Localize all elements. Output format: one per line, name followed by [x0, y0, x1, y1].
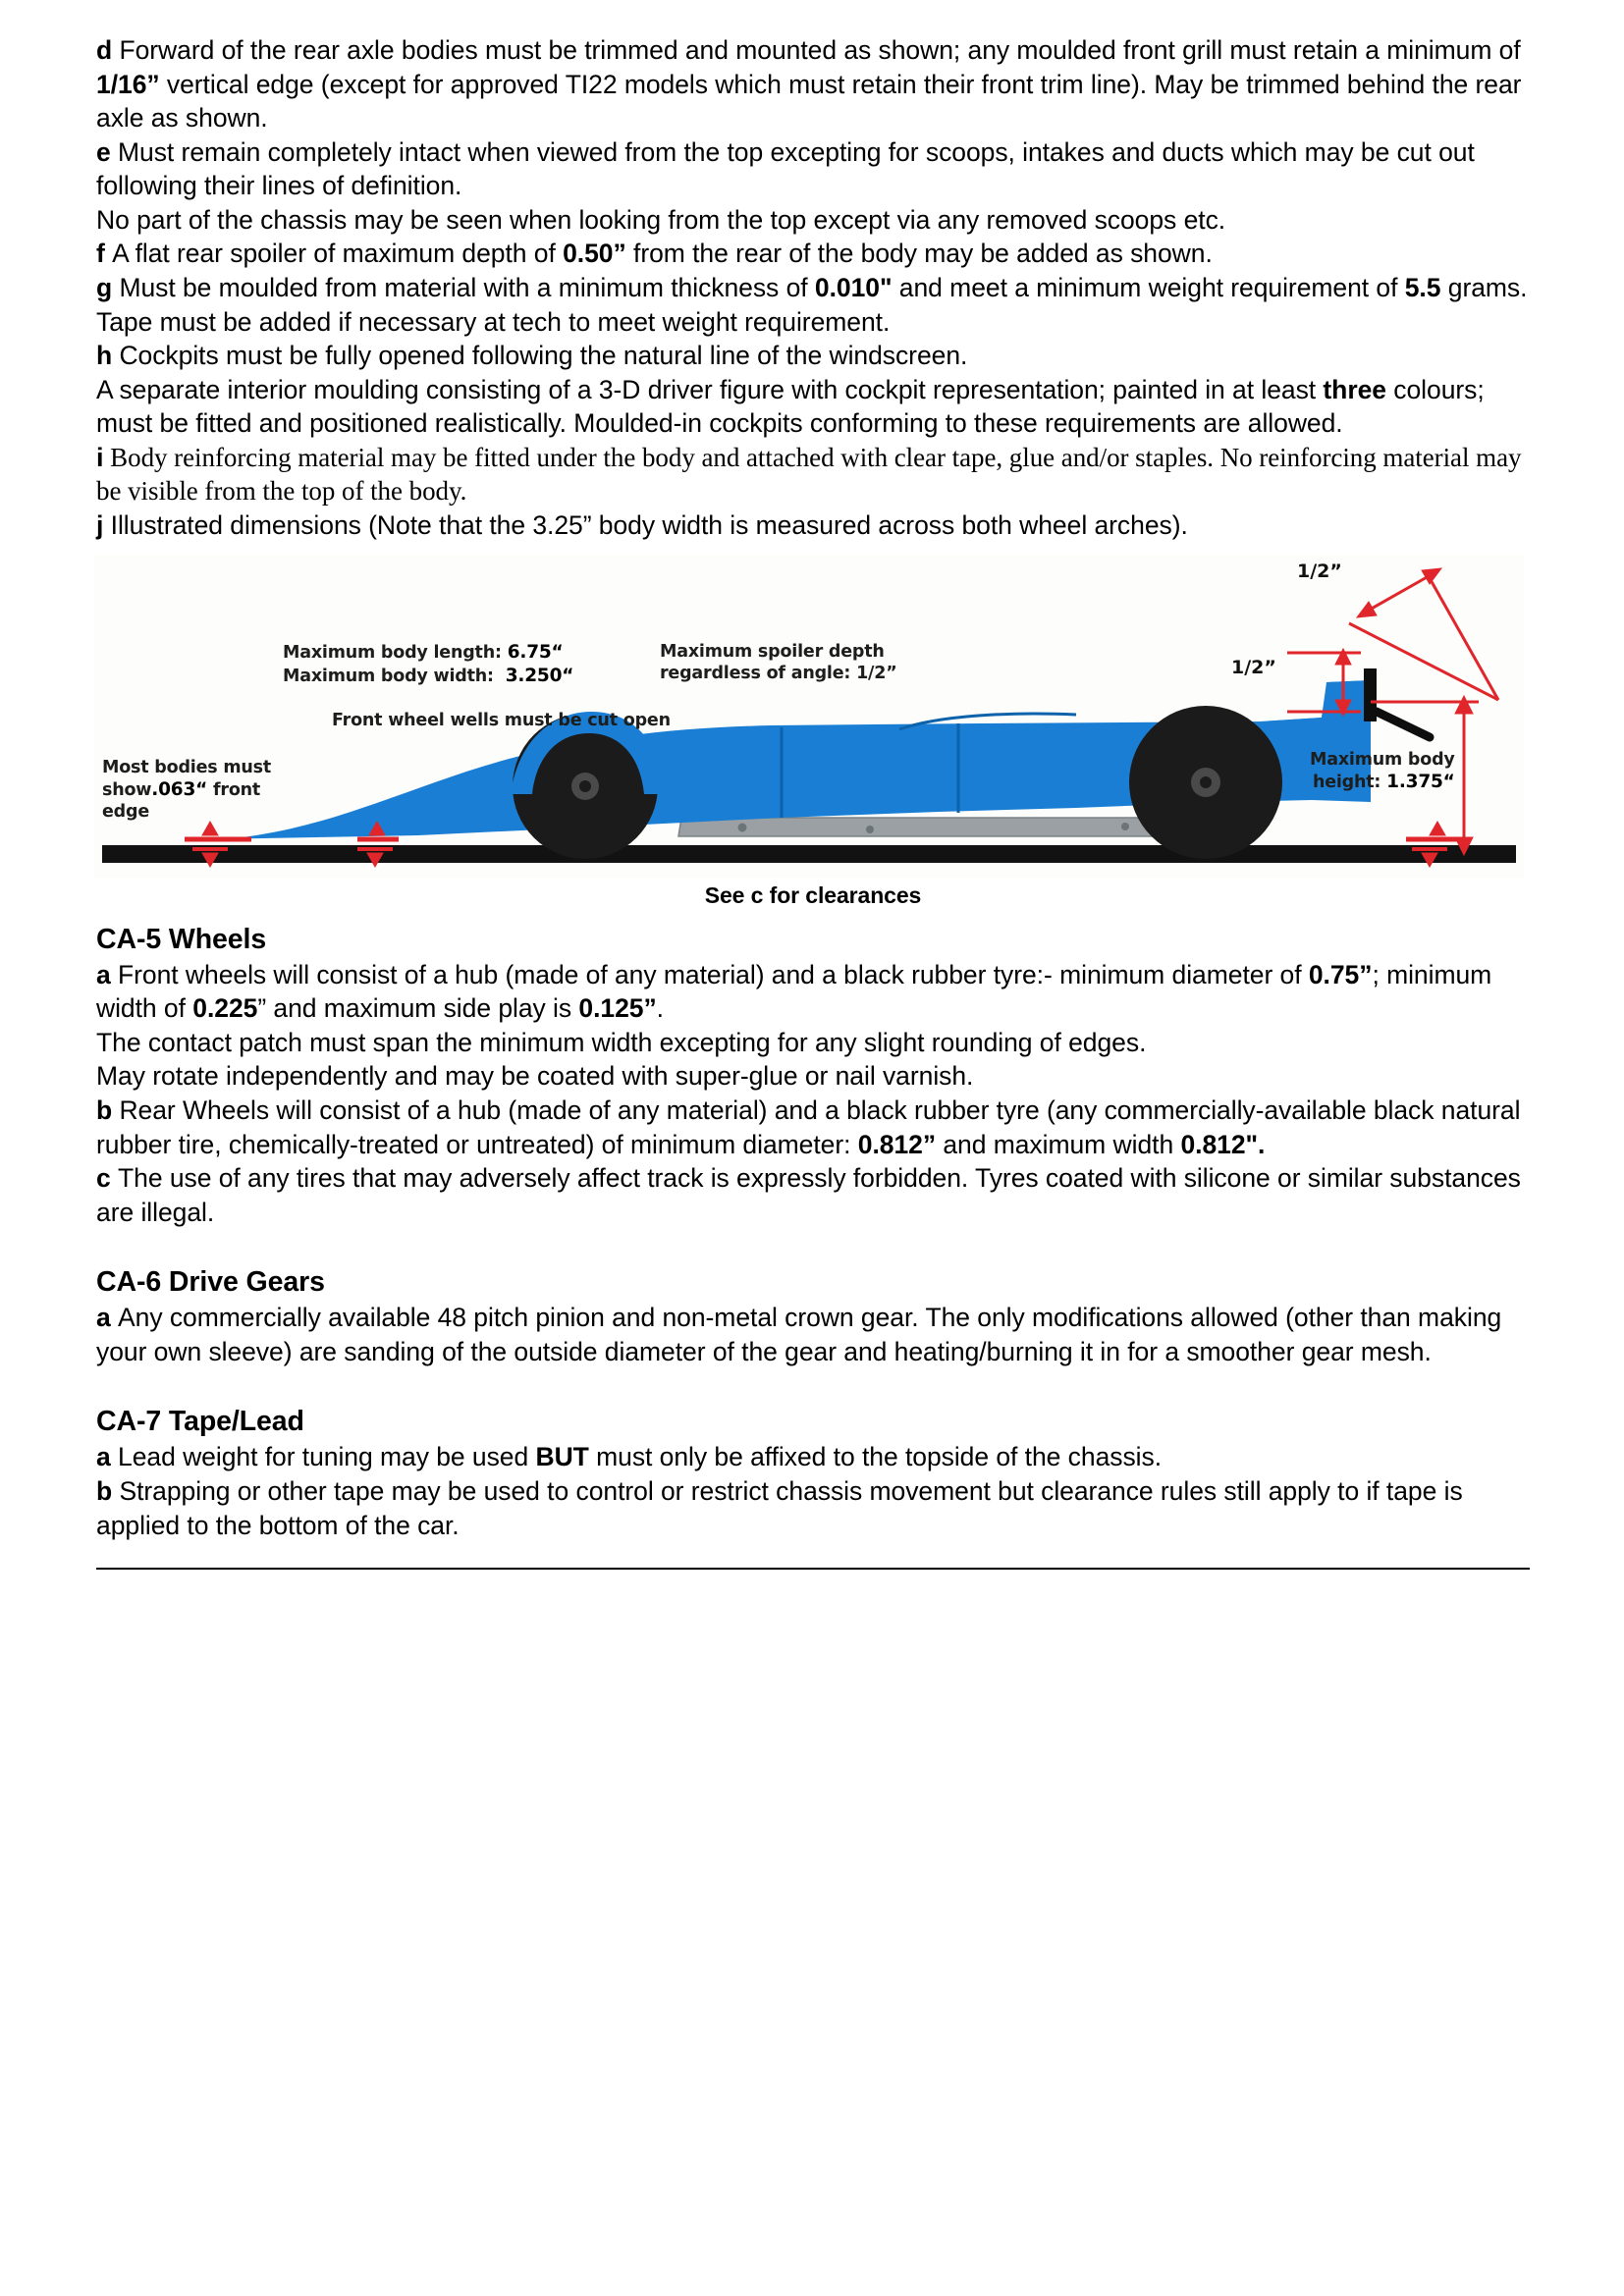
rule-item-2 — [96, 203, 1530, 238]
section-ca7-item-text: BUT — [535, 1442, 589, 1472]
section-body-ca5 — [96, 958, 1530, 1230]
bottom-divider — [96, 1568, 1530, 1570]
section-ca5-item-2 — [96, 1059, 1530, 1094]
rule-item-label: h — [96, 341, 120, 371]
rule-item-f — [96, 237, 1530, 271]
section-ca7-item-text: Strapping or other tape may be used to control or restrict chassis movement but clearance rules still apply to if tape is applied to the bottom of the car. — [96, 1475, 1463, 1540]
section-ca7-item-b — [96, 1474, 1530, 1542]
section-ca5-item-text: 0.75” — [1308, 959, 1373, 989]
track-surface — [102, 845, 1516, 863]
section-ca5-item-1 — [96, 1026, 1530, 1060]
label-front-wheel-wells-text: Front wheel wells must be cut open — [332, 710, 671, 730]
section-ca5-item-text: 0.812". — [1180, 1129, 1266, 1159]
body-rules-block — [96, 33, 1530, 543]
label-max-body-height-text: height: — [1312, 772, 1381, 792]
rule-item-text: Must remain completely intact when viewed from the top excepting for scoops, intakes and ducts which may be cut out following their lines of definition. — [96, 136, 1475, 201]
front-hub-centre — [579, 780, 591, 792]
section-ca6-item-label: a — [96, 1303, 119, 1333]
arrow-head — [1430, 822, 1445, 835]
rule-i-text: Body reinforcing material may be fitted under the body and attached with clear tape, glue and/or staples. No reinforcing material may be visible from the top of the body. — [96, 442, 1522, 507]
label-most-bodies — [102, 757, 271, 823]
section-ca5-item-text: Front wheels will consist of a hub (made of any material) and a black rubber tyre:- minimum diameter of — [118, 959, 1309, 989]
section-ca5-item-text: ; minimum width of — [96, 959, 1492, 1024]
section-spacer — [96, 909, 1530, 924]
section-ca7-item-label: b — [96, 1475, 120, 1506]
figure-caption: See c for clearances — [704, 881, 922, 908]
label-spoiler-depth — [660, 641, 897, 684]
section-spacer — [96, 1368, 1530, 1406]
section-ca7-item-text: must only be affixed to the topside of the chassis. — [588, 1442, 1163, 1472]
section-heading-ca7: CA-7 Tape/Lead — [96, 1406, 304, 1438]
section-ca6-item-a — [96, 1301, 1530, 1368]
section-body-ca6 — [96, 1301, 1530, 1368]
rule-i-label: i — [96, 442, 104, 472]
label-most-bodies-line1: Most bodies must — [102, 757, 272, 777]
rule-item-text: vertical edge (except for approved TI22 models which must retain their front trim line). May be trimmed behind the rear axle as shown. — [96, 69, 1522, 133]
rule-item-text: Cockpits must be fully opened following the natural line of the windscreen. — [119, 341, 968, 371]
rear-spoiler-area — [1259, 680, 1371, 721]
section-ca7-item-text: Lead weight for tuning may be used — [118, 1442, 536, 1472]
rear-hub-centre — [1200, 776, 1212, 788]
label-most-bodies-value: .063“ — [151, 778, 208, 800]
rule-item-h — [96, 339, 1530, 373]
rule-item-text: No part of the chassis may be seen when looking from the top except via any removed scoops etc. — [96, 204, 1226, 235]
section-ca6-item-text: Any commercially available 48 pitch pinion and non-metal crown gear. The only modifications allowed (other than making your own sleeve) are sanding of the outside diameter of the gear and heating/burning it in for a smoother gear mesh. — [96, 1303, 1502, 1366]
label-spoiler-depth-line1: Maximum spoiler depth — [660, 641, 885, 662]
section-ca5-item-text: and maximum width — [936, 1129, 1181, 1159]
label-dim-half-top: 1/2” — [1297, 560, 1342, 582]
rule-item-g — [96, 271, 1530, 339]
diagram-svg — [94, 555, 1524, 879]
rule-sections — [96, 909, 1530, 1543]
chassis-rivet — [738, 823, 747, 831]
section-ca5-item-text: 0.125” — [578, 993, 657, 1024]
rule-j-label: j — [96, 510, 104, 541]
label-max-body-height-value: 1.375“ — [1386, 771, 1455, 792]
rule-item-text: Forward of the rear axle bodies must be trimmed and mounted as shown; any moulded front grill must retain a minimum of — [119, 35, 1521, 65]
rule-item-text: 5.5 — [1404, 273, 1441, 303]
rule-item-text: colours; must be fitted and positioned realistically. Moulded-in cockpits conforming to these requirements are allowed. — [96, 374, 1485, 439]
section-ca5-item-text: May rotate independently and may be coated with super-glue or nail varnish. — [96, 1061, 974, 1092]
dim-line-spoiler-angle — [1363, 572, 1435, 614]
label-max-body-height-line2 — [1310, 771, 1455, 793]
section-ca5-item-text: ” and maximum side play is — [257, 993, 579, 1024]
label-most-bodies-line2 — [102, 778, 271, 801]
label-max-body-length — [283, 641, 564, 664]
rule-item-text: Must be moulded from material with a minimum thickness of — [119, 273, 815, 303]
rule-item-6 — [96, 373, 1530, 441]
section-ca7-item-label: a — [96, 1442, 119, 1472]
label-max-body-width — [283, 665, 573, 687]
rule-item-text: three — [1323, 374, 1386, 404]
section-ca5-item-text: . — [656, 993, 664, 1024]
section-spacer — [96, 1229, 1530, 1266]
section-ca5-item-c — [96, 1161, 1530, 1229]
label-max-body-height — [1310, 749, 1455, 793]
section-ca5-item-a — [96, 958, 1530, 1026]
label-most-bodies-front: front — [212, 779, 261, 800]
section-ca5-item-label: a — [96, 959, 119, 989]
chassis-rivet — [866, 826, 874, 833]
label-most-bodies-line3: edge — [102, 801, 149, 822]
slot-car-dimension-diagram — [94, 555, 1524, 879]
label-spoiler-depth-line2: regardless of angle: 1/2” — [660, 663, 897, 683]
chassis-rivet — [1121, 823, 1129, 830]
label-max-body-width-text: Maximum body width: — [283, 666, 494, 686]
rule-item-e — [96, 135, 1530, 203]
arrow-head — [1335, 649, 1351, 665]
arrow-head — [1455, 696, 1473, 714]
rule-item-text: A flat rear spoiler of maximum depth of — [112, 239, 564, 269]
section-body-ca7 — [96, 1440, 1530, 1542]
rule-item-text: and meet a minimum weight requirement of — [892, 273, 1405, 303]
label-front-wheel-wells — [332, 710, 671, 731]
section-ca7-item-a — [96, 1440, 1530, 1474]
section-ca5-item-text: The contact patch must span the minimum width excepting for any slight rounding of edges. — [96, 1027, 1147, 1057]
section-heading-ca5: CA-5 Wheels — [96, 923, 267, 955]
rule-item-j — [96, 508, 1530, 543]
arrow-head — [1357, 602, 1377, 617]
rule-item-label: e — [96, 136, 119, 167]
section-heading-ca6: CA-6 Drive Gears — [96, 1266, 325, 1299]
label-max-body-width-value: 3.250“ — [505, 665, 574, 686]
arrow-head-front-edge — [202, 822, 218, 835]
rule-item-text: grams. Tape must be added if necessary at tech to meet weight requirement. — [96, 273, 1528, 337]
section-ca5-item-label: c — [96, 1163, 119, 1194]
section-ca5-item-text: Rear Wheels will consist of a hub (made of any material) and a black rubber tyre (any commercially-available black natural rubber tire, chemically-treated or untreated) of minimum diameter: — [96, 1095, 1521, 1159]
spoiler-angle-blade — [1377, 712, 1430, 737]
rule-item-label: d — [96, 35, 120, 65]
section-ca5-item-text: 0.812” — [857, 1129, 937, 1159]
rule-item-text: 0.010" — [814, 273, 893, 303]
rule-item-label: f — [96, 239, 113, 269]
body-rules-list — [96, 33, 1530, 441]
label-dim-half-mid: 1/2” — [1231, 656, 1276, 678]
rule-j-text: Illustrated dimensions (Note that the 3.25” body width is measured across both wheel arches). — [110, 510, 1188, 541]
rule-item-text: from the rear of the body may be added as shown. — [625, 239, 1213, 269]
section-ca5-item-text: 0.225 — [192, 993, 258, 1024]
section-ca5-item-b — [96, 1094, 1530, 1161]
rule-item-i — [96, 441, 1530, 508]
rule-item-label: g — [96, 273, 120, 303]
rule-item-text: 1/16” — [96, 69, 160, 99]
label-max-body-length-value: 6.75“ — [507, 641, 564, 663]
rule-item-text: A separate interior moulding consisting of a 3-D driver figure with cockpit representation; painted in at least — [96, 374, 1324, 404]
section-ca5-item-text: The use of any tires that may adversely affect track is expressly forbidden. Tyres coated with silicone or similar substances are illegal. — [96, 1163, 1521, 1227]
section-ca5-item-label: b — [96, 1095, 120, 1125]
label-max-body-length-text: Maximum body length: — [283, 642, 502, 663]
label-max-body-height-line1: Maximum body — [1310, 749, 1455, 770]
label-most-bodies-show: show — [102, 779, 152, 800]
rule-item-text: 0.50” — [563, 239, 626, 269]
rule-item-d — [96, 33, 1530, 135]
